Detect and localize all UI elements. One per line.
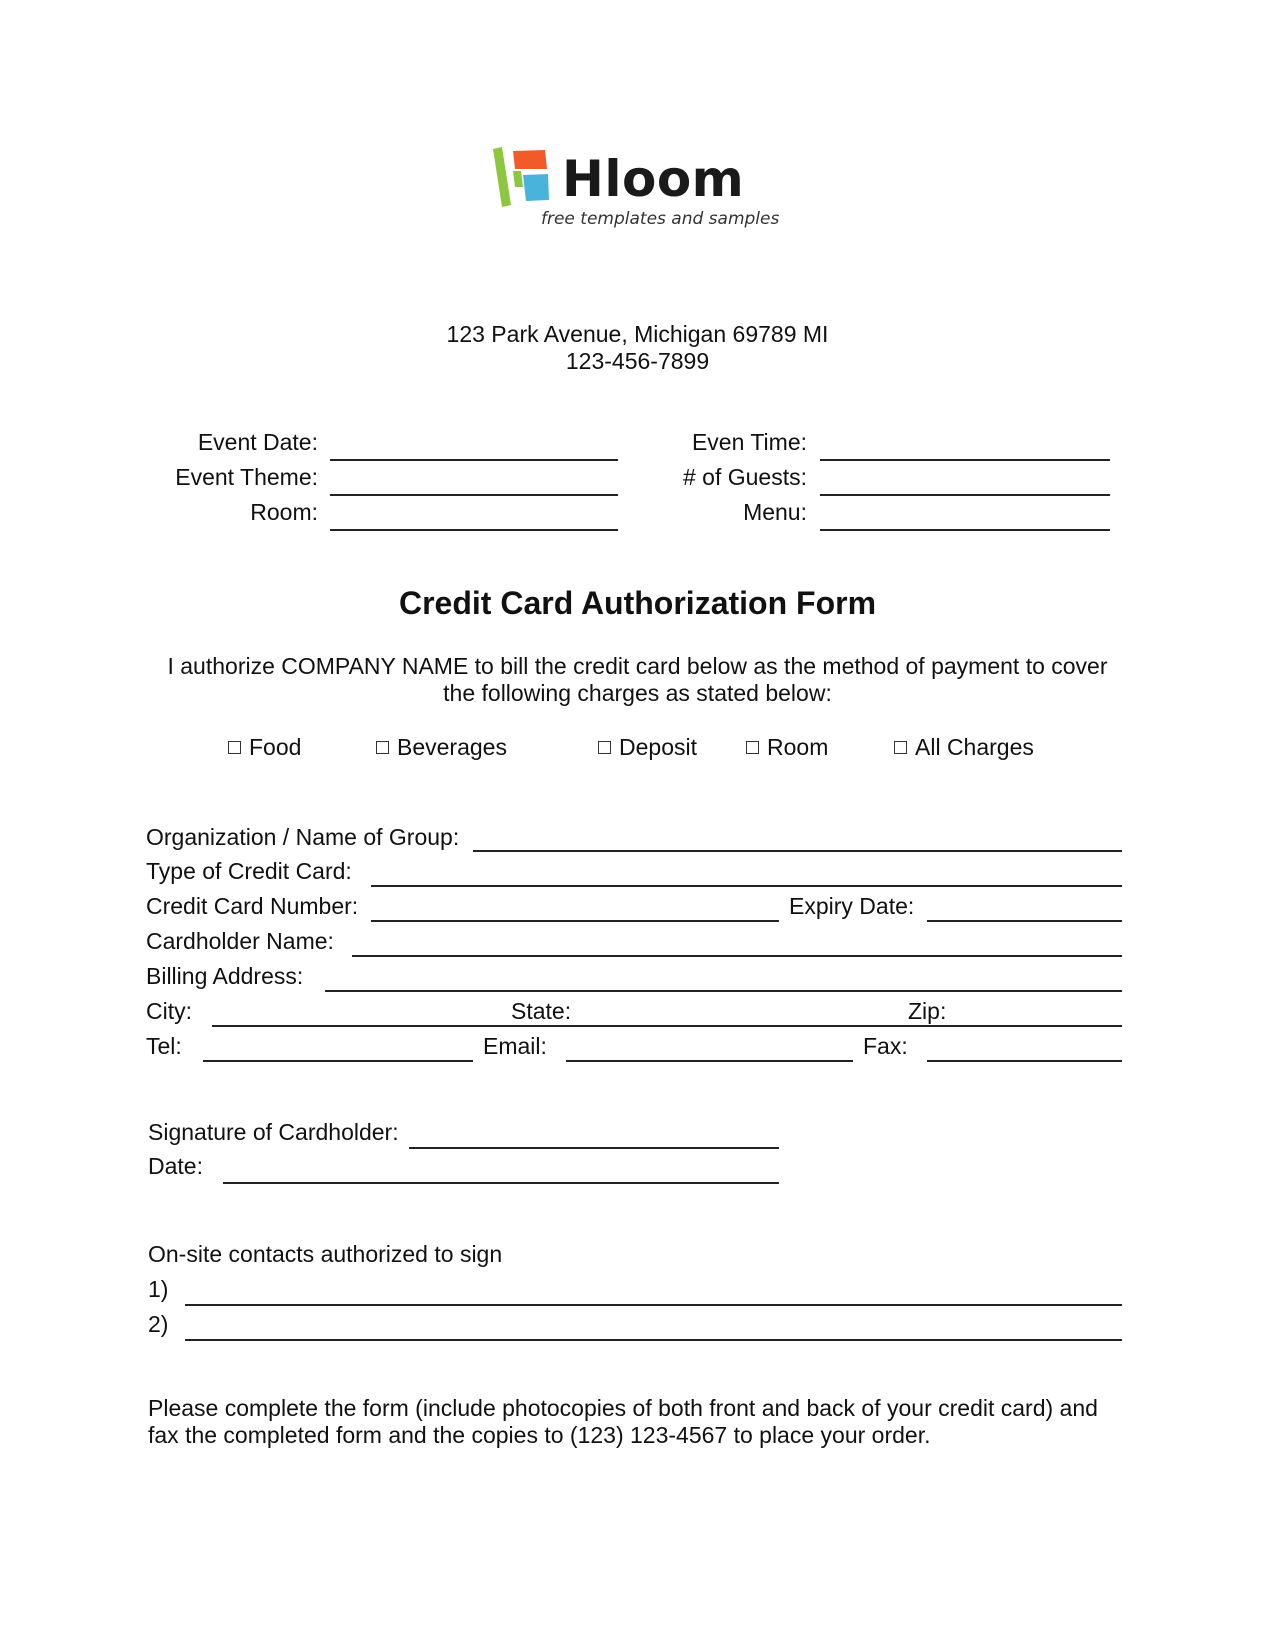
charge-option-room[interactable] xyxy=(746,733,828,761)
city-label: City: xyxy=(146,998,192,1024)
authorization-intro-line2: the following charges as stated below: xyxy=(443,680,832,706)
logo-tagline: free templates and samples xyxy=(541,209,780,229)
contact-1-field[interactable] xyxy=(185,1304,1122,1306)
tel-label: Tel: xyxy=(146,1033,182,1059)
state-label: State: xyxy=(511,998,572,1024)
signature-field[interactable] xyxy=(409,1147,779,1149)
card-number-label: Credit Card Number: xyxy=(146,893,359,919)
contact-1-label: 1) xyxy=(148,1276,169,1302)
expiry-date-field[interactable] xyxy=(927,920,1122,922)
all-charges-label: All Charges xyxy=(915,734,1034,760)
beverages-label: Beverages xyxy=(397,734,507,760)
organization-label: Organization / Name of Group: xyxy=(146,824,460,850)
organization-field[interactable] xyxy=(473,850,1122,852)
fax-label: Fax: xyxy=(863,1033,908,1059)
guests-label: # of Guests: xyxy=(682,464,807,490)
tel-field[interactable] xyxy=(203,1060,473,1062)
contacts-heading: On-site contacts authorized to sign xyxy=(148,1241,503,1267)
cardholder-name-field[interactable] xyxy=(352,955,1122,957)
instructions-line1: Please complete the form (include photocopies of both front and back of your credit card) and xyxy=(148,1395,1098,1421)
charge-option-deposit[interactable] xyxy=(598,733,697,761)
fax-field[interactable] xyxy=(927,1060,1122,1062)
city-state-zip-field[interactable] xyxy=(212,1025,1122,1027)
email-label: Email: xyxy=(483,1033,547,1059)
room-label: Room: xyxy=(250,499,318,525)
deposit-checkbox[interactable] xyxy=(598,741,611,754)
cardholder-name-label: Cardholder Name: xyxy=(146,928,334,954)
email-field[interactable] xyxy=(566,1060,853,1062)
food-label: Food xyxy=(249,734,302,760)
billing-address-label: Billing Address: xyxy=(146,963,304,989)
form-title: Credit Card Authorization Form xyxy=(398,585,877,621)
deposit-label: Deposit xyxy=(619,734,697,760)
logo-blue-block xyxy=(523,174,549,201)
charge-option-beverages[interactable] xyxy=(376,733,507,761)
event-theme-field[interactable] xyxy=(330,494,618,496)
food-checkbox[interactable] xyxy=(228,741,241,754)
expiry-date-label: Expiry Date: xyxy=(789,893,915,919)
card-type-label: Type of Credit Card: xyxy=(146,858,352,884)
event-date-field[interactable] xyxy=(330,459,618,461)
card-type-field[interactable] xyxy=(371,885,1122,887)
logo-green-bar xyxy=(493,147,511,207)
even-time-field[interactable] xyxy=(820,459,1110,461)
hloom-logo-mark-icon xyxy=(493,147,555,209)
instructions-line2: fax the completed form and the copies to (123) 123-4567 to place your order. xyxy=(148,1422,931,1448)
zip-label: Zip: xyxy=(908,998,947,1024)
room-field[interactable] xyxy=(330,529,618,531)
menu-field[interactable] xyxy=(820,529,1110,531)
event-theme-label: Event Theme: xyxy=(175,464,318,490)
signature-date-label: Date: xyxy=(148,1153,203,1179)
guests-field[interactable] xyxy=(820,494,1110,496)
billing-address-field[interactable] xyxy=(325,990,1122,992)
logo-green-tab xyxy=(513,171,523,187)
authorization-intro-line1: I authorize COMPANY NAME to bill the credit card below as the method of payment to cover xyxy=(167,653,1108,679)
hloom-logo xyxy=(493,147,793,237)
charge-option-all[interactable] xyxy=(894,733,1034,761)
contact-2-label: 2) xyxy=(148,1311,169,1337)
logo-orange-block xyxy=(513,150,547,169)
signature-label: Signature of Cardholder: xyxy=(148,1119,399,1145)
beverages-checkbox[interactable] xyxy=(376,741,389,754)
signature-date-field[interactable] xyxy=(223,1182,779,1184)
company-phone: 123-456-7899 xyxy=(565,348,710,374)
room-charge-label: Room xyxy=(767,734,829,760)
contact-2-field[interactable] xyxy=(185,1339,1122,1341)
card-number-field[interactable] xyxy=(371,920,779,922)
company-address: 123 Park Avenue, Michigan 69789 MI xyxy=(446,321,829,347)
logo-wordmark: Hloom xyxy=(562,150,745,208)
room-checkbox[interactable] xyxy=(746,741,759,754)
menu-label: Menu: xyxy=(743,499,807,525)
all-charges-checkbox[interactable] xyxy=(894,741,907,754)
event-date-label: Event Date: xyxy=(197,429,318,455)
charge-option-food[interactable] xyxy=(228,733,301,761)
even-time-label: Even Time: xyxy=(691,429,807,455)
